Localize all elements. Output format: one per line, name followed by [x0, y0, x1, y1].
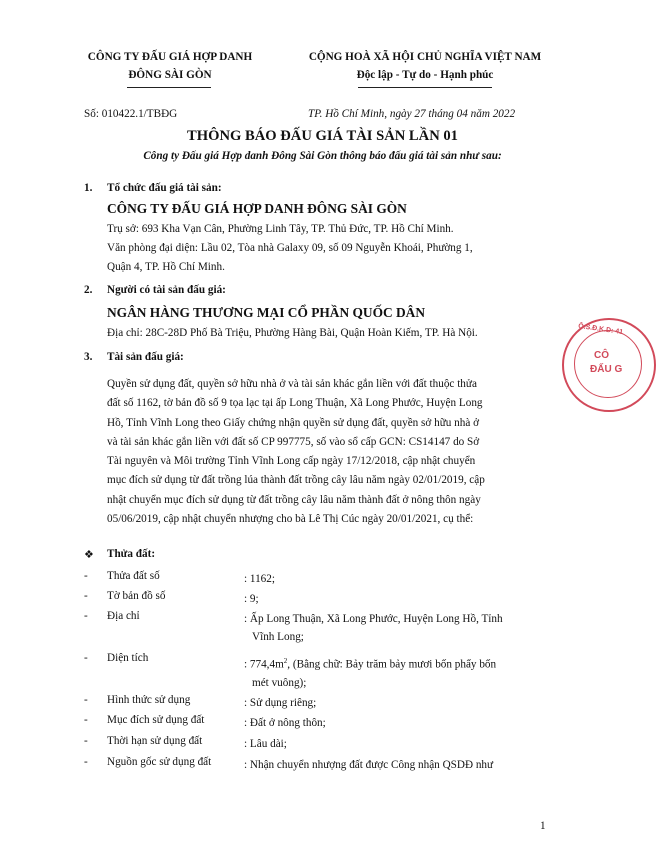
- asset-line: mục đích sử dụng từ đất trồng lúa thành đất trồng cây lâu năm ngày 02/01/2019, cập: [107, 474, 485, 487]
- section-1-heading: Tổ chức đấu giá tài sản:: [107, 182, 222, 194]
- land-row-label: Tờ bản đồ số: [107, 590, 166, 602]
- owner-name: NGÂN HÀNG THƯƠNG MẠI CỔ PHẦN QUỐC DÂN: [107, 305, 426, 320]
- list-dash: -: [84, 590, 88, 602]
- section-3-number: 3.: [84, 351, 93, 363]
- company-underline: [127, 87, 211, 88]
- list-dash: -: [84, 756, 88, 768]
- republic-title: CỘNG HOÀ XÃ HỘI CHỦ NGHĨA VIỆT NAM: [308, 51, 542, 63]
- land-heading: Thửa đất:: [107, 548, 156, 560]
- section-3-heading: Tài sản đấu giá:: [107, 351, 184, 363]
- asset-line: và tài sản khác gắn liền với đất số CP 997775, số vào sổ cấp GCN: CS14147 do Sở: [107, 435, 480, 448]
- area-value-line2: mét vuông);: [252, 676, 307, 689]
- list-dash: -: [84, 714, 88, 726]
- organizer-name: CÔNG TY ĐẤU GIÁ HỢP DANH ĐÔNG SÀI GÒN: [107, 201, 407, 216]
- land-row-value: [244, 610, 556, 646]
- asset-line: nhật chuyển mục đích sử dụng từ đất trồng cây lâu năm thành đất ở nông thôn ngày: [107, 493, 481, 506]
- land-row-label: Diện tích: [107, 652, 149, 664]
- section-1-number: 1.: [84, 182, 93, 194]
- asset-line: Hồ, Tỉnh Vĩnh Long theo Giấy chứng nhận quyền sử dụng đất, quyền sở hữu nhà ở: [107, 416, 480, 429]
- land-row-value: : Sử dụng riêng;: [244, 697, 317, 709]
- company-name-line2: ĐÔNG SÀI GÒN: [128, 69, 212, 81]
- list-dash: -: [84, 735, 88, 747]
- land-row-value: [244, 652, 556, 692]
- asset-description: [107, 375, 555, 529]
- land-row-value: : Đất ở nông thôn;: [244, 717, 326, 729]
- diamond-bullet-icon: ❖: [84, 549, 95, 561]
- section-2-number: 2.: [84, 284, 93, 296]
- section-2-heading: Người có tài sản đấu giá:: [107, 284, 226, 296]
- owner-address: Địa chỉ: 28C-28D Phố Bà Triệu, Phường Hàng Bài, Quận Hoàn Kiếm, TP. Hà Nội.: [107, 327, 478, 339]
- company-seal: [562, 318, 656, 412]
- office-address-line2: Quận 4, TP. Hồ Chí Minh.: [107, 261, 225, 273]
- company-name-line1: CÔNG TY ĐẤU GIÁ HỢP DANH: [87, 51, 253, 63]
- land-row-value: : Lâu dài;: [244, 738, 287, 750]
- list-dash: -: [84, 570, 88, 582]
- asset-line: Tài nguyên và Môi trường Tỉnh Vĩnh Long cấp ngày 17/12/2018, cập nhật chuyển: [107, 455, 476, 468]
- seal-registration-text: Ô.S.Đ.K.D: 41: [577, 322, 624, 337]
- address-value-line2: Vĩnh Long;: [252, 631, 304, 644]
- seal-text-line1: CÔ: [594, 350, 609, 361]
- seal-text-line2: ĐẤU G: [590, 364, 623, 375]
- land-row-value: : 9;: [244, 593, 259, 605]
- land-row-label: Thời hạn sử dụng đất: [107, 735, 203, 747]
- list-dash: -: [84, 652, 88, 664]
- address-value-line1: : Ấp Long Thuận, Xã Long Phước, Huyện Long Hồ, Tỉnh: [244, 613, 503, 625]
- land-row-label: Hình thức sử dụng: [107, 694, 191, 706]
- land-row-value: : 1162;: [244, 573, 275, 585]
- area-value-line1: [244, 652, 556, 674]
- asset-line: đất số 1162, tờ bản đồ số 9 tọa lạc tại ấp Long Thuận, Xã Long Phước, Huyện Long: [107, 397, 483, 410]
- land-row-value: : Nhận chuyển nhượng đất được Công nhận QSDĐ như: [244, 759, 494, 771]
- area-superscript: 2: [283, 657, 288, 665]
- office-address-line1: Văn phòng đại diện: Lầu 02, Tòa nhà Galaxy 09, số 09 Nguyễn Khoái, Phường 1,: [107, 242, 473, 254]
- land-row-label: Mục đích sử dụng đất: [107, 714, 205, 726]
- list-dash: -: [84, 694, 88, 706]
- area-value: : 774,4m: [244, 658, 284, 671]
- document-title: THÔNG BÁO ĐẤU GIÁ TÀI SẢN LẦN 01: [187, 128, 458, 144]
- organizer-address: Trụ sở: 693 Kha Vạn Cân, Phường Linh Tây, TP. Thủ Đức, TP. Hồ Chí Minh.: [107, 223, 454, 235]
- area-words: , (Bằng chữ: Bảy trăm bảy mươi bốn phẩy bốn: [287, 658, 497, 671]
- document-subtitle: Công ty Đấu giá Hợp danh Đông Sài Gòn thông báo đấu giá tài sản như sau:: [143, 150, 502, 162]
- document-number: Số: 010422.1/TBĐG: [84, 108, 178, 120]
- land-row-label: Nguồn gốc sử dụng đất: [107, 756, 212, 768]
- land-row-label: Địa chỉ: [107, 610, 140, 622]
- land-row-label: Thửa đất số: [107, 570, 160, 582]
- motto: Độc lập - Tự do - Hạnh phúc: [356, 69, 494, 81]
- asset-line: 05/06/2019, cập nhật chuyển nhượng cho bà Lê Thị Cúc ngày 20/01/2021, cụ thể:: [107, 513, 474, 526]
- place-date: TP. Hồ Chí Minh, ngày 27 tháng 04 năm 2022: [308, 108, 516, 120]
- page-number: 1: [540, 820, 546, 832]
- asset-line: Quyền sử dụng đất, quyền sở hữu nhà ở và tài sản khác gắn liền với đất thuộc thửa: [107, 378, 477, 390]
- motto-underline: [358, 87, 492, 88]
- list-dash: -: [84, 610, 88, 622]
